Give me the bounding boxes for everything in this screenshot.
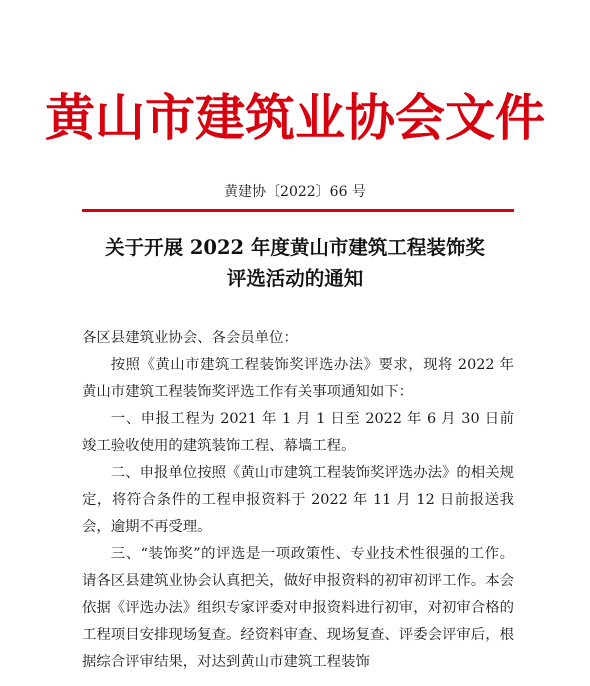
paragraph-item-2: 二、申报单位按照《黄山市建筑工程装饰奖评选办法》的相关规定，将符合条件的工程申报资料于 2022 年 11 月 12 日前报送我会，逾期不再受理。 <box>82 465 514 535</box>
masthead-title: 黄山市建筑业协会文件 <box>45 88 545 147</box>
paragraph-item-3: 三、“装饰奖”的评选是一项政策性、专业技术性很强的工作。请各区县建筑业协会认真把关，做好申报资料的初审初评工作。本会依据《评选办法》组织专家评委对申报资料进行初审，对初审合格的工程项目安排现场复查。经资料审查、现场复查、评委会评审后，根据综合评审结果，对达到黄山市建筑工程装饰 <box>82 546 514 670</box>
document-number: 黄建协〔2022〕66 号 <box>224 184 366 200</box>
notice-title-line-1: 关于开展 2022 年度黄山市建筑工程装饰奖 <box>105 236 485 259</box>
red-divider <box>82 209 514 212</box>
paragraph-intro: 按照《黄山市建筑工程装饰奖评选办法》要求，现将 2022 年黄山市建筑工程装饰奖评选工作有关事项通知如下： <box>82 357 514 400</box>
notice-body <box>82 325 514 676</box>
notice-title-line-2: 评选活动的通知 <box>226 267 364 290</box>
paragraph-item-1: 一、申报工程为 2021 年 1 月 1 日至 2022 年 6 月 30 日前竣工验收使用的建筑装饰工程、幕墙工程。 <box>82 411 514 454</box>
notice-title <box>60 232 530 294</box>
salutation: 各区县建筑业协会、各会员单位： <box>82 330 298 346</box>
